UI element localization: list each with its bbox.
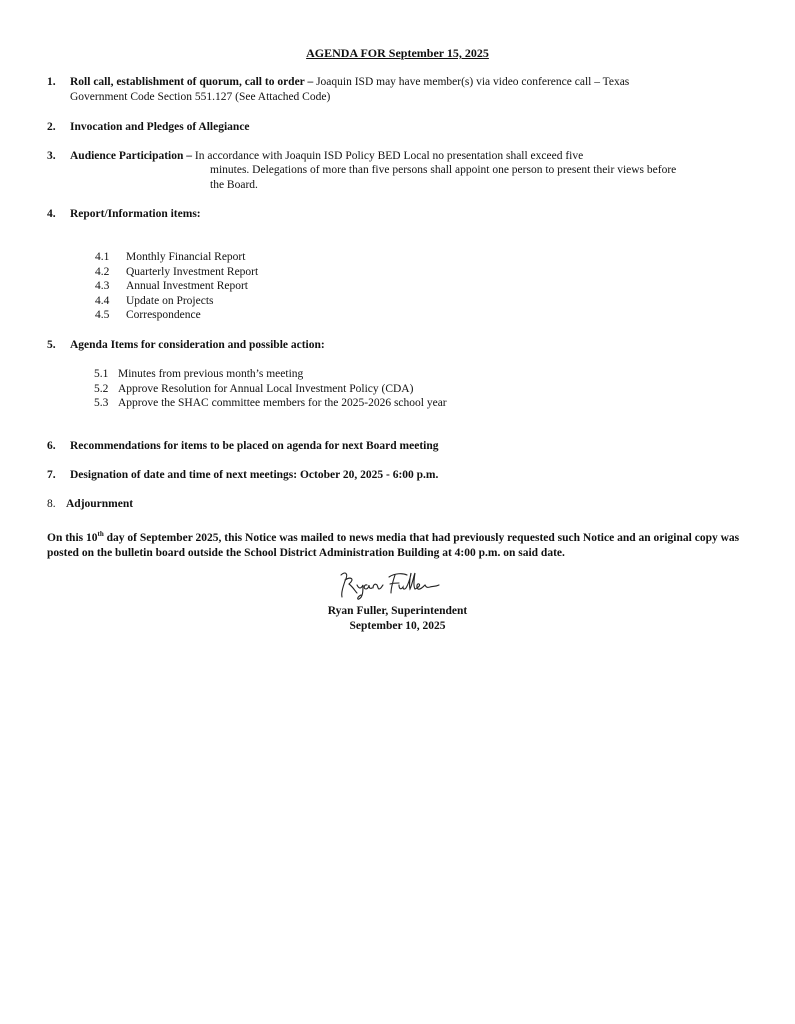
signature-date: September 10, 2025: [349, 619, 446, 632]
list-item: [95, 265, 258, 280]
sub-item-label: Quarterly Investment Report: [126, 265, 259, 278]
agenda-item-5: [47, 338, 747, 353]
sub-item-label: Monthly Financial Report: [126, 251, 246, 263]
sub-item-number: 4.4: [95, 294, 110, 307]
sub-item-number: 4.5: [95, 309, 110, 322]
notice-paragraph: [47, 527, 752, 561]
item-number: 1.: [47, 76, 56, 88]
item-number: 6.: [47, 440, 56, 452]
sub-item-number: 5.1: [94, 368, 109, 380]
signer-name: Ryan Fuller, Superintendent: [327, 605, 468, 617]
sub-items-5: [94, 367, 447, 411]
sub-item-label: Update on Projects: [126, 294, 214, 307]
item-text-line3: the Board.: [210, 178, 258, 191]
item-heading: Invocation and Pledges of Allegiance: [70, 121, 250, 133]
item-heading: Recommendations for items to be placed on agenda for next Board meeting: [70, 440, 439, 452]
list-item: [95, 294, 258, 309]
item-heading: Audience Participation –: [70, 150, 193, 162]
agenda-title: AGENDA FOR September 15, 2025: [306, 46, 489, 60]
notice-superscript: th: [97, 530, 104, 538]
list-item: [94, 367, 447, 382]
sub-items-4: [95, 250, 258, 323]
list-item: [95, 250, 258, 265]
agenda-item-3-continued: [210, 163, 740, 192]
sub-item-number: 4.1: [95, 251, 110, 263]
notice-text-pre: On this 10: [47, 531, 98, 544]
item-number: 5.: [47, 339, 56, 351]
item-heading: Adjournment: [66, 498, 134, 510]
sub-item-number: 4.2: [95, 265, 110, 278]
item-text-line2: minutes. Delegations of more than five persons shall appoint one person to present their views before: [210, 164, 677, 176]
item-text-line2: Government Code Section 551.127 (See Attached Code): [70, 90, 331, 103]
item-number: 3.: [47, 150, 56, 162]
agenda-item-8: [47, 497, 747, 512]
agenda-item-2: [47, 120, 747, 135]
signature-block: [0, 604, 795, 633]
list-item: [95, 279, 258, 294]
agenda-item-1: [47, 75, 747, 104]
item-heading: Agenda Items for consideration and possible action:: [70, 339, 325, 351]
sub-item-label: Minutes from previous month’s meeting: [118, 368, 304, 380]
agenda-item-3: [47, 149, 747, 164]
item-heading: Roll call, establishment of quorum, call to order –: [70, 76, 314, 88]
sub-item-number: 5.3: [94, 397, 109, 410]
item-number: 7.: [47, 469, 56, 481]
item-heading: Designation of date and time of next meetings: October 20, 2025 - 6:00 p.m.: [70, 469, 439, 481]
item-heading: Report/Information items:: [70, 208, 201, 220]
item-text: Joaquin ISD may have member(s) via video conference call – Texas: [313, 76, 630, 88]
list-item: [95, 308, 258, 323]
agenda-item-4: [47, 207, 747, 222]
list-item: [94, 382, 447, 397]
agenda-item-6: [47, 439, 747, 454]
sub-item-label: Annual Investment Report: [126, 280, 249, 293]
item-text: In accordance with Joaquin ISD Policy BED Local no presentation shall exceed five: [192, 150, 584, 162]
sub-item-label: Correspondence: [126, 309, 201, 322]
sub-item-number: 4.3: [95, 280, 110, 293]
notice-text-post: day of September 2025, this Notice was mailed to news media that had previously requested such Notice and an original copy was posted on the bulletin board outside the School District Administration Building at 4:00 p.m. on said date.: [47, 531, 740, 559]
item-number: 8.: [47, 498, 56, 510]
sub-item-label: Approve Resolution for Annual Local Investment Policy (CDA): [118, 382, 414, 395]
item-number: 2.: [47, 121, 56, 133]
agenda-item-7: [47, 468, 747, 483]
item-number: 4.: [47, 208, 56, 220]
sub-item-number: 5.2: [94, 382, 109, 395]
sub-item-label: Approve the SHAC committee members for the 2025-2026 school year: [118, 397, 447, 410]
list-item: [94, 396, 447, 411]
handwritten-signature: [333, 567, 453, 601]
